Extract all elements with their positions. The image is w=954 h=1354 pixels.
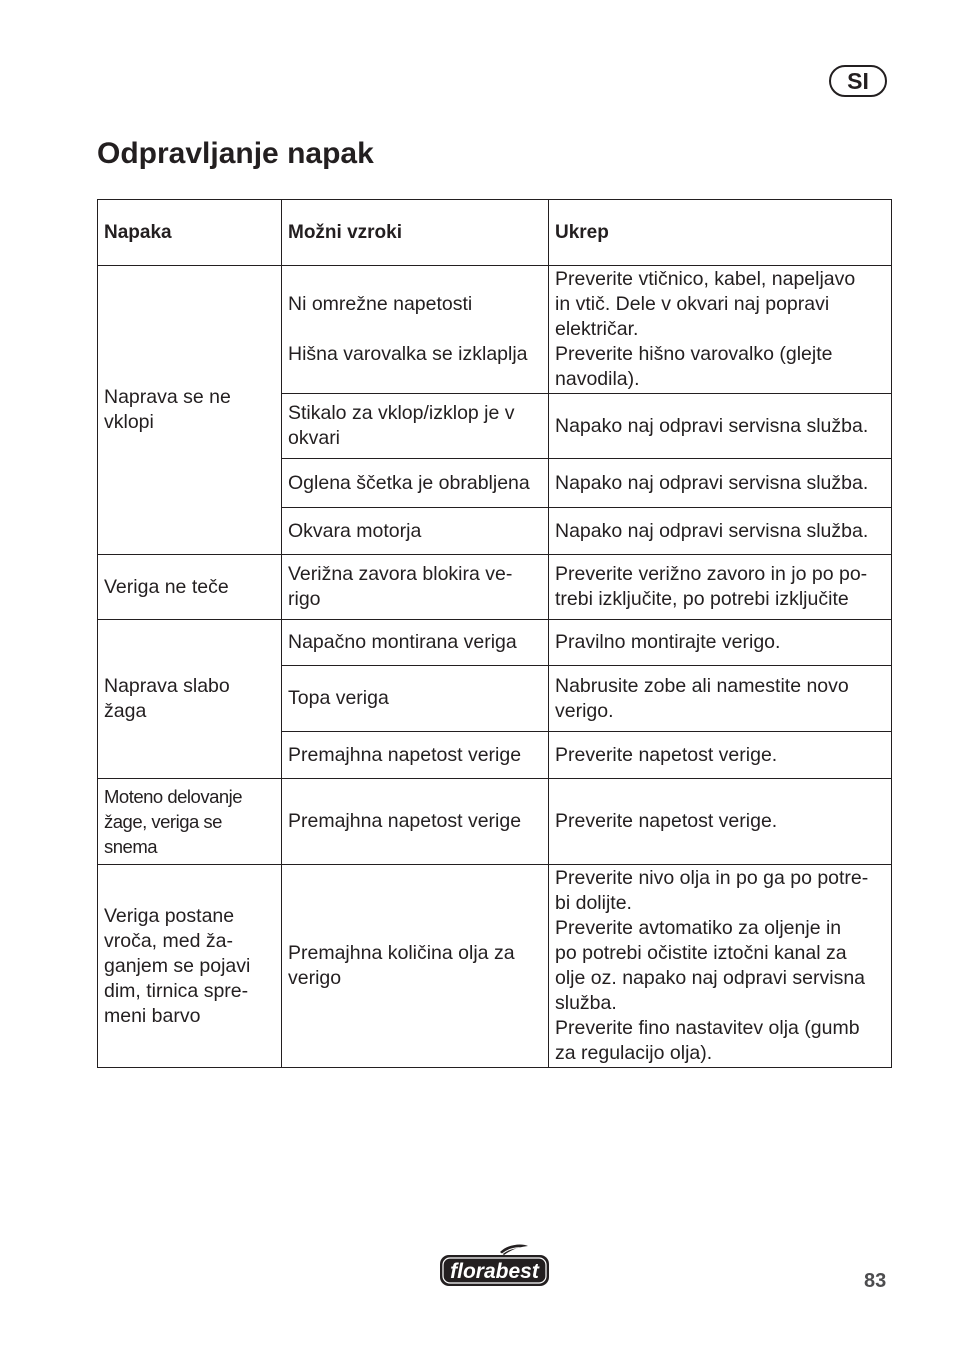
text-line: Preverite verižno zavoro in jo po po- [555,563,868,585]
text-line: navodila). [555,368,640,390]
action-cell [549,459,892,508]
troubleshooting-table [97,199,892,1068]
text-line: električar. [555,318,639,340]
page-title: Odpravljanje napak [97,137,374,170]
text-line: trebi izključite, po potrebi izključite [555,588,849,610]
text-line: meni barvo [104,1004,201,1027]
text-line: Oglena ščetka je obrabljena [288,471,530,494]
text-line: Topa veriga [288,687,389,709]
text-line: snema [104,836,158,857]
text-line: in vtič. Dele v okvari naj popravi [555,293,830,315]
text-line: Naprava se ne [104,386,231,408]
text-line: Napako naj odpravi servisna služba. [555,471,869,494]
fault-cell [98,779,282,865]
action-cell [549,394,892,459]
fault-cell [98,620,282,779]
cause-cell [282,620,549,666]
logo-text: florabest [450,1260,539,1283]
cause-cell [282,508,549,555]
action-cell [549,666,892,732]
text-line: služba. [555,992,617,1014]
florabest-logo [438,1243,552,1289]
text-line: Pravilno montirajte verigo. [555,631,781,653]
text-line: Nabrusite zobe ali namestite novo [555,674,849,697]
text-line: Preverite vtičnico, kabel, napeljavo [555,268,856,290]
text-line: za regulacijo olja). [555,1042,713,1064]
text-line: Hišna varovalka se izklaplja [288,343,528,365]
header-fault: Napaka [98,200,282,266]
table-row [98,865,892,1068]
text-line: Premajhna količina olja za [288,942,515,964]
text-line: dim, tirnica spre- [104,979,249,1002]
text-line: Napačno montirana veriga [288,631,517,653]
text-line: Veriga ne teče [104,575,229,598]
text-line: Preverite avtomatiko za oljenje in [555,917,842,939]
text-line: Preverite nivo olja in po ga po potre- [555,867,869,889]
table-row [98,266,892,394]
text-line: vklopi [104,411,154,433]
table-row [98,620,892,666]
text-line: žage, veriga se [104,811,222,832]
table-row [98,779,892,865]
text-line: Stikalo za vklop/izklop je v [288,402,515,424]
text-line: po potrebi očistite iztočni kanal za [555,942,847,964]
text-line: Preverite napetost verige. [555,743,778,766]
cause-cell [282,779,549,865]
text-line: olje oz. napako naj odpravi servisna [555,967,866,989]
text-line: vroča, med ža- [104,929,233,952]
text-line [288,317,542,342]
text-line: verigo. [555,699,614,722]
text-line: bi dolijte. [555,892,632,914]
page-number: 83 [864,1270,887,1292]
text-line: Okvara motorja [288,519,422,542]
action-cell [549,865,892,1068]
text-line: Napako naj odpravi servisna služba. [555,414,869,437]
text-line: verigo [288,967,342,989]
text-line: Preverite hišno varovalko (glejte [555,343,833,365]
header-action: Ukrep [549,200,892,266]
text-line: Preverite napetost verige. [555,810,778,832]
action-cell [549,508,892,555]
text-line: Ni omrežne napetosti [288,293,473,315]
action-cell [549,555,892,620]
table-header-row [98,200,892,266]
fault-cell [98,555,282,620]
text-line: rigo [288,588,321,610]
text-line: žaga [104,700,147,722]
text-line: Veriga postane [104,904,235,927]
action-cell [549,732,892,779]
fault-cell [98,865,282,1068]
text-line: Preverite fino nastavitev olja (gumb [555,1017,860,1039]
text-line: Moteno delovanje [104,786,243,807]
fault-cell [98,266,282,555]
text-line: Naprava slabo [104,675,230,697]
action-cell [549,266,892,394]
text-line: Premajhna napetost verige [288,743,522,766]
action-cell [549,620,892,666]
text-line: Napako naj odpravi servisna služba. [555,519,869,542]
table-row [98,555,892,620]
text-line: Premajhna napetost verige [288,810,522,832]
cause-cell [282,394,549,459]
cause-cell [282,865,549,1068]
text-line: okvari [288,427,341,449]
language-badge: SI [829,65,887,97]
header-causes: Možni vzroki [282,200,549,266]
text-line: Verižna zavora blokira ve- [288,563,513,585]
text-line: ganjem se pojavi [104,954,251,977]
cause-cell [282,266,549,394]
cause-cell [282,666,549,732]
cause-cell [282,555,549,620]
action-cell [549,779,892,865]
cause-cell [282,459,549,508]
cause-cell [282,732,549,779]
